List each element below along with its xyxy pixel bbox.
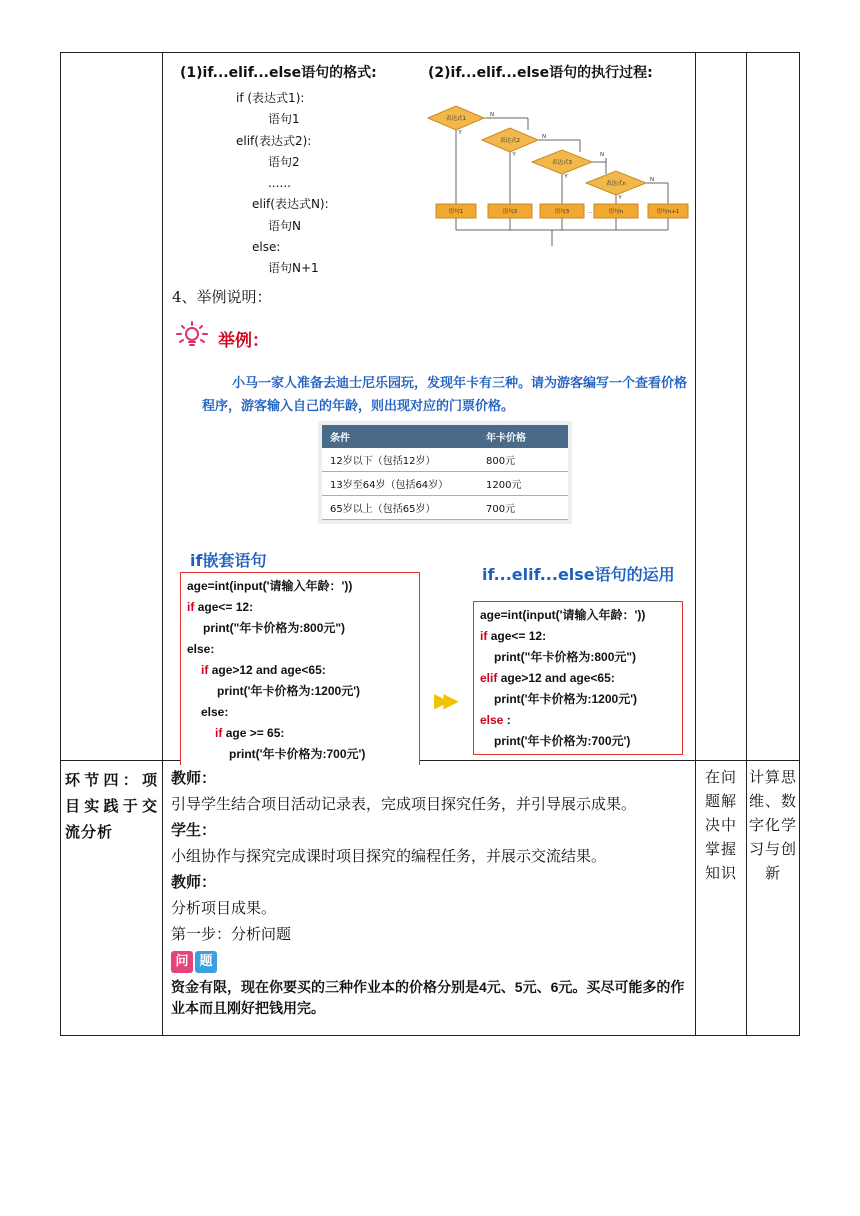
flow-yes: Y xyxy=(512,152,516,158)
goal-cell-empty xyxy=(696,53,747,761)
lightbulb-icon xyxy=(174,320,210,356)
flow-no: N xyxy=(489,112,495,118)
flow-no: N xyxy=(541,134,547,140)
code-keyword: else xyxy=(480,713,504,727)
code-keyword: elif xyxy=(480,671,498,685)
code-line: age >= 65: xyxy=(225,726,285,740)
price-table xyxy=(322,425,568,520)
code-line: age>12 and age<65: xyxy=(500,671,615,685)
code-line: age=int(input('请输入年龄：')) xyxy=(187,579,353,593)
code-line: age<= 12: xyxy=(490,629,547,643)
activity-content xyxy=(163,761,695,1023)
teacher1-text: 引导学生结合项目活动记录表，完成项目探究任务，并引导展示成果。 xyxy=(171,795,637,813)
flow-condition: 表达式2 xyxy=(500,138,520,144)
teacher2-text: 分析项目成果。 xyxy=(171,899,277,917)
table-cell: 13岁至64岁（包括64岁） xyxy=(322,472,478,496)
process-heading: (2)if...elif...else语句的执行过程: xyxy=(428,65,653,81)
price-table-wrap xyxy=(318,421,572,524)
table-cell: 1200元 xyxy=(478,472,568,496)
syntax-code xyxy=(236,88,329,280)
code-line: print("年卡价格为:800元") xyxy=(203,621,346,635)
activity-cell xyxy=(163,761,696,1036)
step1-text: 第一步：分析问题 xyxy=(171,925,292,943)
code-line: age=int(input('请输入年龄：')) xyxy=(480,608,646,622)
literacy-text: 计算思维、数字化学习与创新 xyxy=(749,768,798,882)
flow-no: N xyxy=(599,152,605,158)
flow-no: N xyxy=(649,177,655,183)
flow-yes: Y xyxy=(458,130,462,136)
syntax-line: 语句N xyxy=(268,218,301,233)
nested-code-box xyxy=(180,572,420,765)
table-cell: 65岁以上（包括65岁） xyxy=(322,496,478,520)
example-problem: 小马一家人准备去迪士尼乐园玩，发现年卡有三种。请为游客编写一个查看价格程序，游客输入自己的年龄，则出现对应的门票价格。 xyxy=(202,376,688,414)
table-row xyxy=(322,496,568,520)
flow-statement: 语句3 xyxy=(554,209,570,215)
flow-condition: 表达式3 xyxy=(552,160,572,166)
table-row xyxy=(322,448,568,472)
syntax-line: 语句N+1 xyxy=(268,261,319,276)
code-line: age>12 and age<65: xyxy=(211,663,326,677)
flowchart xyxy=(420,100,690,250)
teacher1-label: 教师： xyxy=(171,769,217,787)
code-keyword: if xyxy=(480,629,488,643)
syntax-line: elif(表达式2): xyxy=(236,133,312,148)
goal-text: 在问题解决中掌握知识 xyxy=(704,768,737,882)
table-row xyxy=(322,425,568,448)
goal-cell xyxy=(696,761,747,1036)
flow-statement: 语句n+1 xyxy=(656,209,680,215)
table-cell: 12岁以下（包括12岁） xyxy=(322,448,478,472)
syntax-line: 语句1 xyxy=(268,112,300,127)
table-header: 条件 xyxy=(322,425,478,448)
flow-statement: 语句1 xyxy=(448,209,464,215)
flow-condition: 表达式1 xyxy=(446,116,466,122)
flow-yes: Y xyxy=(618,195,622,201)
code-line: : xyxy=(506,713,511,727)
flow-statement: 语句n xyxy=(608,209,624,215)
problem-badge xyxy=(171,951,687,973)
problem-text: 资金有限，现在你要买的三种作业本的价格分别是4元、5元、6元。买尽可能多的作业本而且刚好把钱用完。 xyxy=(171,979,685,1016)
code-line: print("年卡价格为:800元") xyxy=(494,650,637,664)
code-line: print('年卡价格为:700元') xyxy=(494,734,631,748)
badge-char: 问 xyxy=(171,951,193,973)
code-keyword: if xyxy=(187,600,195,614)
elif-title: if...elif...else语句的运用 xyxy=(482,565,675,584)
table-row xyxy=(322,472,568,496)
student-label: 学生： xyxy=(171,821,217,839)
code-keyword: if xyxy=(215,726,223,740)
syntax-line: ...... xyxy=(268,176,291,191)
teacher2-label: 教师： xyxy=(171,873,217,891)
table-cell: 700元 xyxy=(478,496,568,520)
format-heading: (1)if...elif...else语句的格式: xyxy=(180,65,377,81)
table-header: 年卡价格 xyxy=(478,425,568,448)
code-keyword: if xyxy=(201,663,209,677)
syntax-line: 语句2 xyxy=(268,154,300,169)
student-text: 小组协作与探究完成课时项目探究的编程任务，并展示交流结果。 xyxy=(171,847,607,865)
badge-char: 题 xyxy=(195,951,217,973)
flow-dots: ... xyxy=(587,209,593,215)
flow-statement: 语句2 xyxy=(502,209,518,215)
code-line: print('年卡价格为:1200元') xyxy=(494,692,638,706)
code-line: else: xyxy=(201,705,229,719)
literacy-cell-empty xyxy=(747,53,800,761)
elif-code-box xyxy=(473,601,683,755)
nested-title: if嵌套语句 xyxy=(190,551,267,570)
flow-yes: Y xyxy=(564,174,568,180)
stage-cell xyxy=(61,761,163,1036)
example-label: 4、举例说明： xyxy=(172,288,272,306)
table-row xyxy=(61,761,800,1036)
code-line: else: xyxy=(187,642,215,656)
syntax-line: elif(表达式N): xyxy=(252,197,329,212)
table-cell: 800元 xyxy=(478,448,568,472)
code-line: print('年卡价格为:1200元') xyxy=(217,684,361,698)
stage-label: 环节四：项目实践于交流分析 xyxy=(65,771,158,841)
literacy-cell xyxy=(747,761,800,1036)
flow-condition: 表达式n xyxy=(606,181,626,187)
double-arrow-icon: ▶▶ xyxy=(434,688,453,712)
syntax-line: if (表达式1): xyxy=(236,91,305,105)
syntax-line: else: xyxy=(252,240,281,255)
stage-cell-empty xyxy=(61,53,163,761)
code-line: print('年卡价格为:700元') xyxy=(229,747,366,761)
code-line: age<= 12: xyxy=(197,600,254,614)
example-banner: 举例： xyxy=(218,331,269,351)
